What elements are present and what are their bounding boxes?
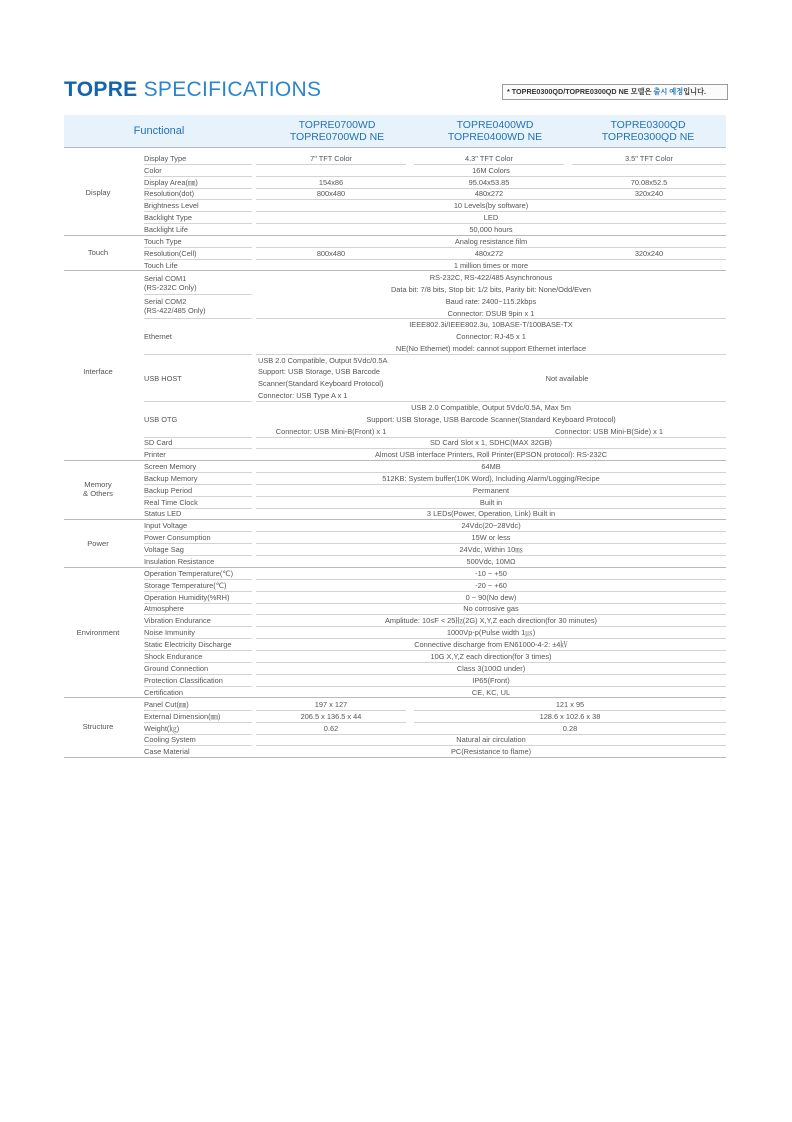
row-label: Protection Classification: [144, 676, 223, 685]
cell-value: USB 2.0 Compatible, Output 5Vdc/0.5A, Max 5m: [411, 403, 571, 412]
row-label: Backup Memory: [144, 474, 198, 483]
row-divider: [144, 686, 252, 687]
cell-value: Scanner(Standard Keyboard Protocol): [258, 379, 384, 388]
cell-value: 1 million times or more: [453, 261, 529, 270]
row-divider: [256, 555, 726, 556]
row-label: USB HOST: [144, 374, 182, 383]
cell-value: 206.5 x 136.5 x 44: [300, 712, 362, 721]
row-divider: [144, 484, 252, 485]
row-label: Touch Life: [144, 261, 178, 270]
row-divider: [256, 591, 726, 592]
row-divider: [144, 638, 252, 639]
cell-value: Baud rate: 2400~115.2kbps: [445, 297, 537, 306]
cell-value: 1000Vp-p(Pulse width 1㎲): [446, 628, 536, 637]
row-divider: [256, 686, 726, 687]
cell-value: 128.6 x 102.6 x 38: [539, 712, 601, 721]
cell-value: 70.08x52.5: [630, 178, 668, 187]
row-divider: [256, 318, 726, 319]
cell-value: RS-232C, RS-422/485 Asynchronous: [429, 273, 553, 282]
row-divider: [144, 176, 252, 177]
row-label: Display Type: [144, 154, 187, 163]
row-label: SD Card: [144, 438, 173, 447]
cell-value: 197 x 127: [314, 700, 348, 709]
row-divider: [256, 531, 726, 532]
cell-value: Analog resistance film: [454, 237, 528, 246]
cell-value: No corrosive gas: [463, 604, 519, 613]
row-label: Case Material: [144, 747, 190, 756]
cell-value: 154x86: [318, 178, 344, 187]
group-divider: [64, 697, 726, 698]
cell-value: SD Card Slot x 1, SDHC(MAX 32GB): [430, 438, 552, 447]
row-label: Panel Cut(㎜): [144, 700, 189, 709]
row-divider: [572, 164, 726, 165]
category-structure: Structure: [82, 722, 114, 731]
row-divider: [256, 223, 726, 224]
category-environment: Environment: [76, 628, 120, 637]
row-label: Backlight Type: [144, 213, 192, 222]
page-title: TOPRE SPECIFICATIONS: [64, 78, 322, 101]
row-divider: [144, 591, 252, 592]
row-divider: [144, 531, 252, 532]
row-divider: [256, 722, 406, 723]
row-divider: [414, 710, 726, 711]
row-divider: [256, 662, 726, 663]
cell-value: 64MB: [481, 462, 501, 471]
row-label: Weight(㎏): [144, 724, 180, 733]
group-divider: [64, 460, 726, 461]
release-notice: * TOPRE0300QD/TOPRE0300QD NE 모델은 출시 예정입니다.: [502, 84, 728, 100]
row-divider: [256, 650, 726, 651]
row-divider: [256, 579, 726, 580]
row-label: Printer: [144, 450, 166, 459]
row-divider: [256, 211, 726, 212]
cell-value: Class 3(100Ω under): [456, 664, 526, 673]
row-label: Shock Endurance: [144, 652, 203, 661]
row-divider: [256, 354, 726, 355]
cell-value: 480x272: [474, 249, 504, 258]
row-divider: [144, 674, 252, 675]
cell-value: 121 x 95: [555, 700, 585, 709]
cell-value: 4.3" TFT Color: [465, 154, 513, 163]
category-display: Display: [85, 188, 111, 197]
row-divider: [256, 543, 726, 544]
cell-value: Built in: [479, 498, 503, 507]
row-label: Operation Temperature(℃): [144, 569, 234, 578]
row-divider: [144, 164, 252, 165]
row-label: Resolution(Cell): [144, 249, 197, 258]
row-divider: [144, 614, 252, 615]
row-divider: [256, 745, 726, 746]
row-divider: [144, 211, 252, 212]
row-divider: [256, 247, 726, 248]
cell-value: IEEE802.3i/IEEE802.3u, 10BASE-T/100BASE-TX: [409, 320, 573, 329]
cell-value: 16M Colors: [472, 166, 510, 175]
row-label-com2: Serial COM2 (RS-422/485 Only): [144, 297, 206, 315]
row-divider: [144, 318, 252, 319]
row-divider: [256, 626, 726, 627]
cell-value: 0.28: [562, 724, 578, 733]
cell-value: 95.04x53.85: [468, 178, 510, 187]
header-functional: Functional: [133, 125, 185, 137]
cell-value: 800x480: [316, 249, 346, 258]
cell-value: Natural air circulation: [456, 735, 526, 744]
cell-value: 512KB: System buffer(10K Word), Including Alarm/Logging/Recipe: [382, 474, 600, 483]
cell-value: 50,000 hours: [469, 225, 513, 234]
row-divider: [414, 164, 564, 165]
cell-value: USB 2.0 Compatible, Output 5Vdc/0.5A: [258, 356, 388, 365]
cell-value: Connector: RJ-45 x 1: [456, 332, 526, 341]
row-divider: [144, 472, 252, 473]
cell-value: 800x480: [316, 189, 346, 198]
row-divider: [144, 448, 252, 449]
cell-value: 0 ~ 90(No dew): [465, 593, 517, 602]
header-model-0400: TOPRE0400WD TOPRE0400WD NE: [447, 119, 543, 143]
header-model-0700: TOPRE0700WD TOPRE0700WD NE: [289, 119, 385, 143]
cell-value: PC(Resistance to flame): [450, 747, 532, 756]
row-label: Operation Humidity(%RH): [144, 593, 230, 602]
row-label: Screen Memory: [144, 462, 197, 471]
row-divider: [144, 650, 252, 651]
group-divider: [64, 270, 726, 271]
cell-value: Amplitude: 10≤F < 25㎐(2G) X,Y,Z each direction(for 30 minutes): [385, 616, 597, 625]
row-label: Noise Immunity: [144, 628, 195, 637]
row-divider: [256, 259, 726, 260]
cell-value: Data bit: 7/8 bits, Stop bit: 1/2 bits, Parity bit: None/Odd/Even: [390, 285, 592, 294]
row-divider: [256, 710, 406, 711]
cell-value: CE, KC, UL: [471, 688, 511, 697]
row-label: Real Time Clock: [144, 498, 198, 507]
row-label: Ground Connection: [144, 664, 209, 673]
cell-value: 500Vdc, 10MΩ: [466, 557, 516, 566]
cell-value: Connector: USB Mini-B(Front) x 1: [275, 427, 387, 436]
group-divider: [64, 519, 726, 520]
cell-value: 320x240: [634, 189, 664, 198]
row-label: Status LED: [144, 509, 182, 518]
cell-value: 480x272: [474, 189, 504, 198]
group-divider: [64, 757, 726, 758]
cell-value: Support: USB Storage, USB Barcode: [258, 367, 381, 376]
row-divider: [144, 354, 252, 355]
cell-value: 320x240: [634, 249, 664, 258]
row-divider: [256, 199, 726, 200]
row-label-com1: Serial COM1 (RS-232C Only): [144, 274, 197, 292]
cell-value: -20 ~ +60: [475, 581, 507, 590]
group-divider: [64, 147, 726, 148]
row-divider: [144, 722, 252, 723]
row-label: Color: [144, 166, 162, 175]
row-label: Display Area(㎜): [144, 178, 198, 187]
row-label: Voltage Sag: [144, 545, 184, 554]
cell-value: 24Vdc(20~28Vdc): [461, 521, 521, 530]
group-divider: [64, 235, 726, 236]
row-label: Power Consumption: [144, 533, 211, 542]
category-interface: Interface: [83, 367, 113, 376]
category-power: Power: [87, 539, 109, 548]
row-divider: [144, 745, 252, 746]
cell-value: Not available: [545, 374, 589, 383]
row-label: Input Voltage: [144, 521, 188, 530]
cell-value: NE(No Ethernet) model: cannot support Ethernet interface: [395, 344, 587, 353]
row-divider: [256, 484, 726, 485]
row-divider: [256, 638, 726, 639]
row-label: Certification: [144, 688, 184, 697]
cell-value: LED: [483, 213, 499, 222]
cell-value: -10 ~ +50: [475, 569, 507, 578]
row-label: Insulation Resistance: [144, 557, 215, 566]
cell-value: 10G X,Y,Z each direction(for 3 times): [430, 652, 552, 661]
row-divider: [256, 164, 406, 165]
row-label: Vibration Endurance: [144, 616, 211, 625]
row-divider: [256, 448, 726, 449]
row-divider: [144, 496, 252, 497]
row-divider: [144, 247, 252, 248]
group-divider: [64, 567, 726, 568]
cell-value: 7" TFT Color: [310, 154, 352, 163]
row-label: Brightness Level: [144, 201, 199, 210]
row-divider: [414, 722, 726, 723]
row-label: Ethernet: [144, 332, 172, 341]
cell-value: Connective discharge from EN61000-4-2: ±4㎸: [414, 640, 568, 649]
cell-value: Support: USB Storage, USB Barcode Scanner(Standard Keyboard Protocol): [366, 415, 616, 424]
row-divider: [256, 472, 726, 473]
cell-value: 24Vdc, Within 10㎳: [459, 545, 523, 554]
row-divider: [144, 710, 252, 711]
row-divider: [144, 294, 252, 295]
row-label: External Dimension(㎜): [144, 712, 221, 721]
row-label: Touch Type: [144, 237, 182, 246]
row-divider: [144, 223, 252, 224]
cell-value: 3 LEDs(Power, Operation, Link) Built in: [426, 509, 556, 518]
row-label: Resolution(dot): [144, 189, 195, 198]
cell-value: 15W or less: [471, 533, 511, 542]
row-divider: [144, 662, 252, 663]
row-label: Backup Period: [144, 486, 193, 495]
row-divider: [144, 626, 252, 627]
row-label: Backlight Life: [144, 225, 188, 234]
row-divider: [256, 176, 726, 177]
row-divider: [144, 401, 252, 402]
cell-value: Connector: DSUB 9pin x 1: [447, 309, 535, 318]
cell-value: Almost USB interface Printers, Roll Printer(EPSON protocol): RS-232C: [374, 450, 608, 459]
cell-value: Connector: USB Type A x 1: [258, 391, 348, 400]
row-divider: [144, 555, 252, 556]
table-header: [64, 115, 726, 147]
cell-value: 0.62: [323, 724, 339, 733]
category-touch: Touch: [87, 248, 109, 257]
row-divider: [256, 496, 726, 497]
row-divider: [144, 579, 252, 580]
row-label: Storage Temperature(℃): [144, 581, 227, 590]
row-label: USB OTG: [144, 415, 178, 424]
row-label: Atmosphere: [144, 604, 184, 613]
category-memory: Memory & Others: [83, 480, 113, 498]
row-divider: [256, 614, 726, 615]
cell-value: IP65(Front): [472, 676, 510, 685]
cell-value: 3.5" TFT Color: [625, 154, 673, 163]
row-divider: [144, 543, 252, 544]
row-divider: [144, 259, 252, 260]
cell-value: Connector: USB Mini-B(Side) x 1: [554, 427, 664, 436]
cell-value: Permanent: [472, 486, 510, 495]
row-divider: [256, 674, 726, 675]
row-label: Cooling System: [144, 735, 196, 744]
row-divider: [256, 401, 726, 402]
cell-value: 10 Levels(by software): [453, 201, 529, 210]
header-model-0300: TOPRE0300QD TOPRE0300QD NE: [601, 119, 695, 143]
row-divider: [144, 199, 252, 200]
row-label: Static Electricity Discharge: [144, 640, 232, 649]
